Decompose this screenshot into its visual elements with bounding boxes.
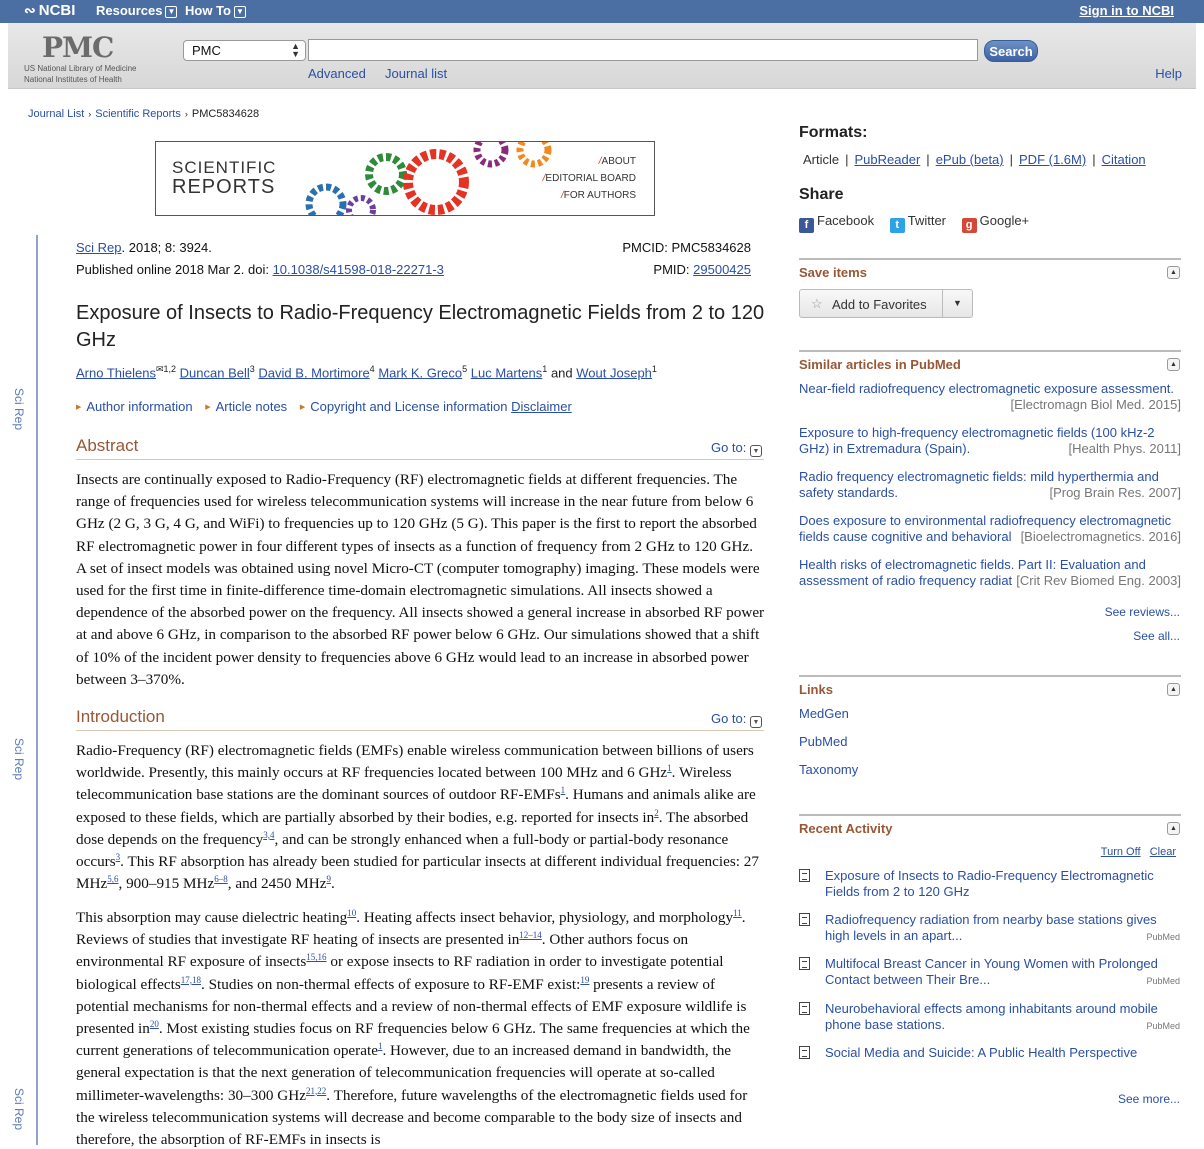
abstract-heading: Abstract bbox=[76, 436, 139, 455]
sidebar-line bbox=[36, 235, 38, 1145]
goto-label: Go to: bbox=[710, 711, 747, 726]
citation-ref[interactable]: 1 bbox=[377, 1041, 383, 1052]
facebook-icon: f bbox=[799, 218, 814, 233]
citation-ref[interactable]: 1 bbox=[667, 763, 672, 774]
slash-icon: / bbox=[542, 173, 546, 184]
similar-article-item[interactable] bbox=[799, 425, 1181, 457]
collapse-icon[interactable]: ▲ bbox=[1167, 683, 1180, 696]
format-pdf[interactable]: PDF (1.6M) bbox=[1019, 152, 1087, 167]
author-link[interactable]: Wout Joseph bbox=[576, 365, 652, 381]
recent-item-source: PubMed bbox=[1146, 932, 1180, 942]
formats-list bbox=[803, 152, 1146, 167]
save-items-title: Save items bbox=[799, 265, 867, 280]
citation-left bbox=[76, 237, 444, 281]
recent-item[interactable] bbox=[799, 1001, 1181, 1037]
ncbi-logo-text: NCBI bbox=[38, 2, 76, 19]
star-icon: ☆ bbox=[811, 296, 823, 311]
similar-article-item[interactable] bbox=[799, 469, 1181, 501]
citation-text: . 2018; 8: 3924. bbox=[121, 240, 212, 255]
share-label: Facebook bbox=[817, 213, 875, 228]
link-taxonomy[interactable]: Taxonomy bbox=[799, 762, 859, 777]
citation-ref[interactable]: 17,18 bbox=[180, 974, 201, 985]
author-affil: 3 bbox=[249, 364, 255, 374]
triangle-right-icon: ▶ bbox=[299, 404, 306, 411]
share-list bbox=[799, 213, 1041, 233]
chevron-down-icon: ▼ bbox=[234, 6, 246, 18]
paragraph-text: or expose insects to RF radiation in order to investigate potential biological effects bbox=[76, 953, 724, 993]
nlm-subtitle bbox=[24, 63, 137, 85]
recent-item-source: PubMed bbox=[1146, 1021, 1180, 1031]
article-title: Exposure of Insects to Radio-Frequency Electromagnetic Fields from 2 to 120 GHz bbox=[76, 302, 765, 351]
collapse-icon[interactable]: ▲ bbox=[1167, 358, 1180, 371]
paragraph-text: . Other authors focus on environmental RF exposure of insects bbox=[76, 931, 689, 971]
format-article: Article bbox=[803, 152, 840, 167]
see-reviews-link[interactable]: See reviews... bbox=[1104, 605, 1180, 619]
similar-article-item[interactable] bbox=[799, 557, 1181, 589]
document-icon bbox=[799, 1046, 810, 1059]
meta-link-label: Author information bbox=[86, 399, 193, 414]
similar-articles-portlet bbox=[799, 350, 1181, 372]
paragraph-text: , and 2450 MHz bbox=[227, 875, 327, 893]
paragraph-text: . However, due to an increased demand in bandwidth, the general expectation is that the next generation of telecommunication frequencies will operate at so-called millimeter-wavelengths: 30–300 GHz bbox=[76, 1042, 732, 1104]
similar-article-source: [Crit Rev Biomed Eng. 2003] bbox=[1016, 573, 1181, 588]
similar-article-title: Exposure to high-frequency electromagnetic fields (100 kHz-2 GHz) in Extremadura (Spain). bbox=[799, 425, 1155, 456]
author-list bbox=[76, 364, 657, 380]
howto-menu[interactable] bbox=[185, 3, 246, 18]
ncbi-helix-icon: ∾ bbox=[24, 2, 36, 18]
breadcrumb-sep-icon: › bbox=[184, 109, 188, 119]
citation-ref[interactable]: 15,16 bbox=[306, 952, 327, 963]
paragraph-text: . The absorbed dose depends on the frequency bbox=[76, 808, 749, 848]
document-icon bbox=[799, 957, 810, 970]
link-medgen[interactable]: MedGen bbox=[799, 706, 849, 721]
similar-article-title: Radio frequency electromagnetic fields: mild hyperthermia and safety standards. bbox=[799, 469, 1159, 500]
chevron-down-icon: ▼ bbox=[165, 6, 177, 18]
recent-activity-portlet bbox=[799, 814, 1181, 836]
citation-ref[interactable]: 11 bbox=[733, 907, 742, 918]
howto-label: How To bbox=[185, 3, 231, 18]
author-and: and bbox=[550, 365, 573, 381]
share-twitter[interactable] bbox=[890, 213, 946, 233]
journal-link[interactable]: Sci Rep bbox=[76, 240, 122, 255]
citation-ref[interactable]: 20 bbox=[149, 1018, 159, 1029]
introduction-heading: Introduction bbox=[76, 707, 165, 726]
paragraph-text: . bbox=[330, 875, 335, 893]
author-link[interactable]: Mark K. Greco bbox=[378, 365, 463, 381]
paragraph-text: presents a review of potential mechanisms for non-thermal effects and a review of non-thermal effects of EMF exposure wildlife is presented in bbox=[76, 975, 747, 1038]
recent-item-title: Neurobehavioral effects among inhabitants around mobile phone base stations. bbox=[825, 1001, 1158, 1032]
banner-brand-line1: SCIENTIFIC bbox=[172, 158, 277, 177]
citation-ref[interactable]: 19 bbox=[580, 974, 590, 985]
paragraph-text: This absorption may cause dielectric heating bbox=[76, 909, 348, 926]
paragraph-text: , and can be strongly enhanced when a full-body or partial-body resonance occurs bbox=[76, 830, 729, 871]
recent-item-title: Social Media and Suicide: A Public Health Perspective bbox=[825, 1045, 1138, 1060]
pmcid: PMCID: PMC5834628 bbox=[622, 240, 751, 255]
goto-label: Go to: bbox=[710, 440, 747, 455]
banner-link-label: EDITORIAL BOARD bbox=[545, 173, 636, 184]
pmid-line bbox=[622, 259, 751, 281]
format-sep: | bbox=[926, 152, 930, 167]
breadcrumb-sep-icon: › bbox=[88, 109, 92, 119]
abstract-heading-bar bbox=[76, 438, 764, 460]
citation-ref[interactable]: 21,22 bbox=[306, 1085, 327, 1096]
citation-ref[interactable]: 10 bbox=[347, 907, 357, 918]
ncbi-logo[interactable] bbox=[24, 2, 75, 19]
recent-item-title: Multifocal Breast Cancer in Young Women with Prolonged Contact between Their Bre... bbox=[825, 956, 1158, 987]
meta-link-label: Article notes bbox=[215, 399, 288, 414]
author-link[interactable]: Arno Thielens bbox=[76, 365, 156, 381]
abstract-text: Insects are continually exposed to Radio-Frequency (RF) electromagnetic fields at different frequencies. The range of frequencies used for wireless telecommunication systems will increase in the near future from below 6 GHz (2 G, 3 G, 4 G, and WiFi) to frequencies up to 120 GHz (5 G). This paper is the first to report the absorbed RF electromagnetic power in four different types of insects as a function of frequency from 2 GHz to 120 GHz. A set of insect models was obtained using novel Micro-CT (computer tomography) imaging. These models were used for the first time in finite-difference time-domain electromagnetic simulations. All insects showed a dependence of the absorbed power on the frequency. All insects showed a general increase in absorbed RF power at and above 6 GHz, in comparison to the absorbed RF power below 6 GHz. Our simulations showed that a shift of 10% of the incident power density to frequencies above 6 GHz would lead to an increase in absorbed power between 3–370%. bbox=[76, 471, 765, 688]
links-title: Links bbox=[799, 682, 833, 697]
format-pubreader[interactable]: PubReader bbox=[854, 152, 921, 167]
author-affil: 4 bbox=[369, 364, 375, 374]
googleplus-icon: g bbox=[962, 218, 977, 233]
recent-activity-controls bbox=[1101, 846, 1176, 858]
format-citation[interactable]: Citation bbox=[1101, 152, 1146, 167]
citation-line bbox=[76, 237, 444, 259]
article-meta-links bbox=[76, 399, 572, 414]
nih-line: National Institutes of Health bbox=[24, 75, 122, 84]
citation-ref[interactable]: 2 bbox=[654, 807, 659, 818]
similar-article-source: [Prog Brain Res. 2007] bbox=[1049, 485, 1181, 500]
breadcrumb-journal-list[interactable]: Journal List bbox=[28, 108, 85, 120]
slash-icon: / bbox=[598, 156, 602, 167]
citation-ref[interactable]: 1 bbox=[560, 785, 566, 796]
share-googleplus[interactable] bbox=[962, 213, 1030, 233]
format-sep: | bbox=[845, 152, 849, 167]
journal-banner[interactable] bbox=[155, 141, 655, 216]
sidebar-label[interactable]: Sci Rep bbox=[12, 738, 26, 781]
author-link[interactable]: Luc Martens bbox=[470, 365, 543, 381]
recent-item[interactable] bbox=[799, 956, 1181, 992]
paragraph-text: . Wireless telecommunication base stations are the dominant sources of outdoor RF-EMFs bbox=[76, 764, 732, 804]
similar-article-source: [Health Phys. 2011] bbox=[1068, 441, 1181, 456]
link-pubmed[interactable]: PubMed bbox=[799, 734, 848, 749]
advanced-search-link[interactable]: Advanced bbox=[308, 66, 366, 81]
database-select[interactable] bbox=[183, 40, 306, 61]
nlm-line: US National Library of Medicine bbox=[24, 64, 137, 73]
favorites-label: Add to Favorites bbox=[832, 297, 927, 312]
breadcrumb-journal[interactable]: Scientific Reports bbox=[95, 108, 181, 120]
share-facebook[interactable] bbox=[799, 213, 874, 233]
paragraph-text: . Reviews of studies that investigate RF heating of insects are presented in bbox=[76, 909, 746, 949]
similar-article-source: [Bioelectromagnetics. 2016] bbox=[1020, 529, 1181, 544]
recent-item-title: Radiofrequency radiation from nearby base stations gives high levels in an apart... bbox=[825, 912, 1157, 943]
intro-paragraph-1 bbox=[76, 740, 766, 895]
banner-editorial-link[interactable] bbox=[543, 173, 636, 184]
banner-link-label: FOR AUTHORS bbox=[563, 190, 636, 201]
author-link[interactable]: David B. Mortimore bbox=[258, 365, 370, 381]
format-sep: | bbox=[1009, 152, 1014, 167]
save-items-portlet bbox=[799, 258, 1181, 280]
copyright-toggle[interactable] bbox=[300, 399, 508, 414]
published-text: Published online 2018 Mar 2. doi: bbox=[76, 262, 273, 277]
citation-right bbox=[622, 237, 751, 281]
formats-title: Formats: bbox=[799, 124, 868, 141]
citation-ref[interactable]: 3,4 bbox=[263, 829, 275, 840]
share-title: Share bbox=[799, 186, 844, 203]
gears-icon bbox=[286, 142, 566, 216]
breadcrumb bbox=[28, 108, 259, 120]
pmid-link[interactable]: 29500425 bbox=[693, 262, 751, 277]
sidebar-label[interactable]: Sci Rep bbox=[12, 388, 26, 431]
citation-ref[interactable]: 3 bbox=[115, 851, 121, 862]
recent-item-source: PubMed bbox=[1146, 976, 1180, 986]
author-affil: 1 bbox=[542, 364, 548, 374]
share-label: Google+ bbox=[979, 213, 1030, 228]
document-icon bbox=[799, 1002, 810, 1015]
collapse-icon[interactable]: ▲ bbox=[1167, 266, 1180, 279]
similar-articles-title: Similar articles in PubMed bbox=[799, 357, 961, 372]
banner-about-link[interactable] bbox=[599, 156, 636, 167]
similar-article-item[interactable] bbox=[799, 381, 1181, 413]
see-all-link[interactable]: See all... bbox=[1133, 629, 1180, 643]
resources-label: Resources bbox=[96, 3, 163, 18]
see-more-link[interactable]: See more... bbox=[1117, 1092, 1180, 1106]
citation-ref[interactable]: 5,6 bbox=[107, 874, 119, 885]
turn-off-link[interactable]: Turn Off bbox=[1100, 846, 1141, 858]
goto-menu[interactable] bbox=[711, 440, 762, 457]
add-to-favorites-button[interactable] bbox=[799, 289, 973, 318]
recent-item[interactable] bbox=[799, 1045, 1181, 1065]
paragraph-text: . Humans and animals alike are exposed to these fields, which are partially absorbed by their bodies, e.g. reported for insects in bbox=[76, 786, 756, 826]
disclaimer-link[interactable]: Disclaimer bbox=[511, 399, 572, 414]
similar-article-item[interactable] bbox=[799, 513, 1181, 545]
similar-article-title: Health risks of electromagnetic fields. Part II: Evaluation and assessment of radio frequency radiat bbox=[799, 557, 1146, 588]
clear-link[interactable]: Clear bbox=[1149, 846, 1176, 858]
recent-item[interactable] bbox=[799, 912, 1181, 948]
citation-ref[interactable]: 12–14 bbox=[519, 930, 542, 941]
select-arrows-icon: ▲ ▼ bbox=[291, 41, 300, 59]
signin-link[interactable]: Sign in to NCBI bbox=[1079, 3, 1174, 18]
document-icon bbox=[799, 913, 810, 926]
paragraph-text: . This RF absorption has already been studied for particular insects at different individual frequencies: 27 MHz bbox=[76, 853, 759, 893]
author-affil: 1 bbox=[651, 364, 657, 374]
triangle-right-icon: ▶ bbox=[76, 404, 82, 411]
slash-icon: / bbox=[560, 190, 564, 201]
collapse-icon[interactable]: ▲ bbox=[1167, 822, 1180, 835]
recent-item-title: Exposure of Insects to Radio-Frequency Electromagnetic Fields from 2 to 120 GHz bbox=[825, 868, 1154, 899]
paragraph-text: . Therefore, future wavelengths of the electromagnetic fields used for the wireless telecommunication systems will decrease and become comparable to the body size of insects and therefore, the absorption of RF-EMFs in insects is bbox=[76, 1086, 748, 1149]
database-select-value: PMC bbox=[192, 43, 221, 58]
pmc-header bbox=[8, 23, 1196, 89]
banner-authors-link[interactable] bbox=[561, 190, 636, 201]
document-icon bbox=[799, 869, 810, 882]
paragraph-text: . Studies on non-thermal effects of exposure to RF-EMF exist: bbox=[200, 975, 581, 993]
ncbi-top-bar bbox=[0, 0, 1204, 23]
article-notes-toggle[interactable] bbox=[205, 399, 287, 414]
author-link[interactable]: Duncan Bell bbox=[179, 365, 250, 381]
pmc-logo[interactable]: PMC bbox=[42, 31, 114, 64]
banner-link-label: ABOUT bbox=[601, 156, 636, 167]
introduction-heading-bar bbox=[76, 709, 764, 731]
pmid-label: PMID: bbox=[653, 262, 694, 277]
paragraph-text: . Heating affects insect behavior, physiology, and morphology bbox=[356, 909, 734, 926]
search-button[interactable]: Search bbox=[984, 40, 1038, 62]
links-portlet bbox=[799, 675, 1181, 697]
breadcrumb-current: PMC5834628 bbox=[191, 108, 260, 120]
doi-link[interactable]: 10.1038/s41598-018-22271-3 bbox=[272, 262, 444, 277]
recent-item[interactable] bbox=[799, 868, 1181, 904]
author-info-toggle[interactable] bbox=[76, 399, 193, 414]
published-line bbox=[76, 259, 444, 281]
share-label: Twitter bbox=[907, 213, 947, 228]
format-epub[interactable]: ePub (beta) bbox=[935, 152, 1004, 167]
search-input[interactable] bbox=[308, 39, 978, 61]
citation-ref[interactable]: 6–8 bbox=[214, 874, 228, 885]
favorites-dropdown-icon[interactable]: ▼ bbox=[942, 290, 972, 317]
similar-article-title: Does exposure to environmental radiofrequency electromagnetic fields cause cognitive and behavioral bbox=[799, 513, 1172, 544]
paragraph-text: . Most existing studies focus on RF frequencies below 6 GHz. The same frequencies at which the current generations of telecommunication operate bbox=[76, 1020, 750, 1060]
intro-paragraph-2 bbox=[76, 907, 766, 1149]
author-affil: ✉1,2 bbox=[155, 364, 177, 374]
citation-ref[interactable]: 9 bbox=[326, 874, 331, 885]
journal-list-link[interactable]: Journal list bbox=[385, 66, 448, 81]
help-link[interactable]: Help bbox=[1155, 66, 1182, 81]
author-affil: 5 bbox=[462, 364, 468, 374]
twitter-icon: t bbox=[890, 218, 905, 233]
triangle-right-icon: ▶ bbox=[205, 404, 211, 411]
paragraph-text: Radio-Frequency (RF) electromagnetic fields (EMFs) enable wireless communication between billions of users worldwide. Presently, this mainly occurs at RF frequencies located between 100 MHz and 6 GHz bbox=[76, 742, 754, 782]
resources-menu[interactable] bbox=[96, 3, 177, 18]
sidebar-label[interactable]: Sci Rep bbox=[12, 1088, 26, 1131]
similar-article-source: [Electromagn Biol Med. 2015] bbox=[1010, 397, 1181, 412]
banner-brand-line2: REPORTS bbox=[172, 176, 276, 198]
meta-link-label: Copyright and License information bbox=[310, 399, 508, 414]
paragraph-text: , 900–915 MHz bbox=[118, 875, 215, 893]
format-sep: | bbox=[1092, 152, 1096, 167]
chevron-down-icon: ▼ bbox=[750, 716, 762, 728]
chevron-down-icon: ▼ bbox=[750, 445, 762, 457]
similar-article-title: Near-field radiofrequency electromagnetic exposure assessment. bbox=[799, 381, 1175, 396]
recent-activity-title: Recent Activity bbox=[799, 821, 893, 836]
goto-menu[interactable] bbox=[711, 711, 762, 728]
